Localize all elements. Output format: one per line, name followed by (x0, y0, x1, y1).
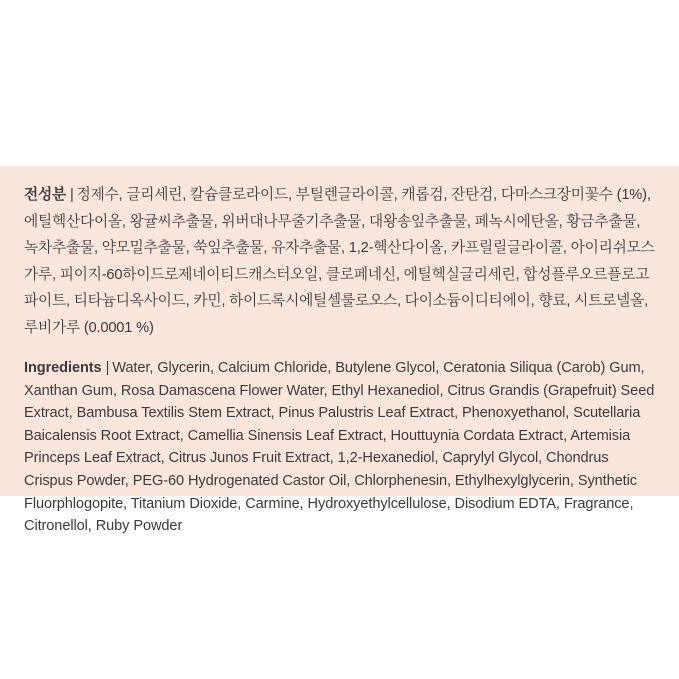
english-ingredients-label: Ingredients (24, 360, 102, 376)
korean-ingredients-block (24, 182, 655, 341)
english-label-divider: | (105, 360, 110, 376)
korean-ingredients-label: 전성분 (24, 187, 66, 203)
english-ingredients-block (24, 357, 655, 538)
english-ingredients-text: Water, Glycerin, Calcium Chloride, Butylene Glycol, Ceratonia Siliqua (Carob) Gum, Xanthan Gum, Rosa Damascena Flower Water, Ethyl Hexanediol, Citrus Grandis (Grapefruit) Seed Extract, Bambusa Textilis Stem Extract, Pinus Palustris Leaf Extract, Phenoxyethanol, Scutellaria Baicalensis Root Extract, Camellia Sinensis Leaf Extract, Houttuynia Cordata Extract, Artemisia Princeps Leaf Extract, Citrus Junos Fruit Extract, 1,2-Hexanediol, Caprylyl Glycol, Chondrus Crispus Powder, PEG-60 Hydrogenated Castor Oil, Chlorphenesin, Ethylhexylglycerin, Synthetic Fluorphlogopite, Titanium Dioxide, Carmine, Hydroxyethylcellulose, Disodium EDTA, Fragrance, Citronellol, Ruby Powder (24, 360, 655, 535)
korean-ingredients-text: 정제수, 글리세린, 칼슘클로라이드, 부틸렌글라이콜, 캐롭검, 잔탄검, 다마스크장미꽃수 (1%), 에틸헥산다이올, 왕귤씨추출물, 위버대나무줄기추출물, 대왕송잎추출물, 페녹시에탄올, 황금추출물, 녹차추출물, 약모밀추출물, 쑥잎추출물, 유자추출물, 1,2-헥산다이올, 카프릴릴글라이콜, 아이리쉬모스가루, 피이지-60하이드로제네이티드캐스터오일, 클로페네신, 에틸헥실글리세린, 합성플루오르플로고파이트, 티타늄디옥사이드, 카민, 하이드록시에틸셀룰로오스, 다이소듐이디티에이, 향료, 시트로넬올, 루비가루 (0.0001 %) (24, 187, 655, 336)
korean-label-divider: | (69, 187, 74, 203)
ingredients-panel (0, 166, 679, 535)
